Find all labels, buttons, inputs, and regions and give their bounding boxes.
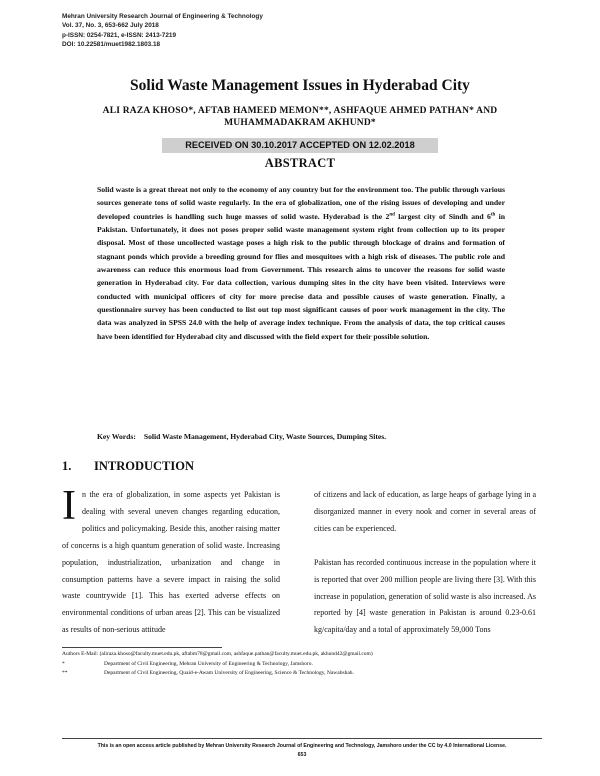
received-accepted-banner: RECEIVED ON 30.10.2017 ACCEPTED ON 12.02.2018 bbox=[162, 138, 438, 153]
abstract-body bbox=[97, 183, 505, 343]
affiliation-1-mark: * bbox=[62, 660, 65, 667]
license-text: This is an open access article published by Mehran University Research Journal of Engineering and Technology, Jamshoro under the CC by 4.0 International License. bbox=[97, 743, 507, 749]
footer-divider bbox=[62, 738, 542, 739]
author-emails: Authors E-Mail: (aliraza.khoso@faculty.muet.edu.pk, aftabm78@gmail.com, ashfaque.pathan@faculty.muet.edu.pk, akhund42@gmail.com) bbox=[62, 651, 373, 657]
paper-title: Solid Waste Management Issues in Hyderabad City bbox=[130, 77, 470, 94]
affiliation-2-mark: ** bbox=[62, 670, 68, 677]
footnote-divider bbox=[62, 647, 222, 648]
keywords-label: Key Words: bbox=[97, 432, 136, 441]
abstract-text-2: largest city of Sindh and 6 bbox=[394, 211, 491, 221]
abstract-text-1: Solid waste is a great threat not only to the economy of any country but for the environment too. The public through various sources generate tons of solid waste regularly. In the era of globalization, one of the rising issues of developing and under developed countries is handling such huge masses of solid waste. Hyderabad is the 2 bbox=[97, 185, 505, 221]
section-title: INTRODUCTION bbox=[94, 459, 195, 473]
journal-issn: p-ISSN: 0254-7821, e-ISSN: 2413-7219 bbox=[62, 31, 177, 39]
abstract-sup-1: nd bbox=[389, 212, 395, 218]
page-footer bbox=[62, 742, 542, 759]
footnotes bbox=[62, 650, 542, 679]
intro-left-text: n the era of globalization, in some aspects yet Pakistan is dealing with several uneven changes regarding education, politics and policymaking. Beside this, another raising matter of concerns is a high quantum generation of solid waste. Increasing population, industrialization, urbanization and change in consumption patterns have a severe impact in raising the solid waste countrywide [1]. This has exerted adverse effects on environmental conditions of urban areas [2]. This can be visualized as results of non-serious attitude bbox=[62, 490, 280, 635]
affiliation-2-text: Department of Civil Engineering, Quaid-e-Awam University of Engineering, Science & Technology, Nawabshah. bbox=[104, 670, 354, 677]
intro-right-column bbox=[314, 487, 536, 639]
journal-volume: Vol. 37, No. 3, 653-662 July 2018 bbox=[62, 22, 159, 30]
journal-name: Mehran University Research Journal of Engineering & Technology bbox=[62, 13, 263, 20]
intro-left-column bbox=[62, 483, 280, 639]
intro-paragraph bbox=[62, 483, 280, 639]
drop-cap: I bbox=[62, 483, 76, 529]
author-list bbox=[90, 105, 510, 129]
page-number: 653 bbox=[297, 751, 307, 758]
affiliation-1 bbox=[62, 660, 542, 670]
section-heading bbox=[62, 459, 194, 474]
keywords bbox=[97, 432, 386, 441]
abstract-text-3: in Pakistan. Unfortunately, it does not poses proper solid waste management system right from collection up to its proper disposal. Most of those uncollected wastage poses a high risk to the public through blockage of drains and formation of stagnant ponds which provide a breeding ground for flies and mosquitoes with a high risk of diseases. The public role and awareness can reduce this enormous load from Government. This research aims to uncover the reasons for solid waste generation in Hyderabad city. For data collection, various dumping sites in the city have been visited. Interviews were conducted with municipal officers of city for more precise data and possible causes of waste generation. Finally, a questionnaire survey has been conducted to list out top most significant causes of poor work management in the city. The data was analyzed in SPSS 24.0 with the help of average index technique. From the analysis of data, the top critical causes have been identified for Hyderabad city and discussed with the field expert for their possible solution. bbox=[97, 211, 505, 341]
journal-doi: DOI: 10.22581/muet1982.1803.18 bbox=[62, 40, 161, 48]
intro-right-paragraph-1: of citizens and lack of education, as large heaps of garbage lying in a disorganized manner in every nook and corner in several areas of cities can be experienced. bbox=[314, 490, 536, 533]
abstract-heading: ABSTRACT bbox=[264, 156, 336, 170]
affiliation-1-text: Department of Civil Engineering, Mehran University of Engineering & Technology, Jamshoro. bbox=[104, 660, 313, 667]
author-line-2: MUHAMMADAKRAM AKHUND* bbox=[224, 118, 376, 128]
abstract-sup-2: th bbox=[490, 212, 496, 218]
keywords-text: Solid Waste Management, Hyderabad City, Waste Sources, Dumping Sites. bbox=[143, 432, 387, 441]
journal-header bbox=[62, 12, 263, 49]
intro-right-paragraph-2: Pakistan has recorded continuous increase in the population where it is reported that over 200 million people are living there [3]. With this increase in population, generation of solid waste is also increased. As reported by [4] waste generation in Pakistan is around 0.23-0.61 kg/capita/day and a total of approximately 59,000 Tons bbox=[314, 557, 536, 635]
author-line-1: ALI RAZA KHOSO*, AFTAB HAMEED MEMON**, ASHFAQUE AHMED PATHAN* AND bbox=[102, 106, 498, 116]
section-number: 1. bbox=[62, 459, 72, 473]
affiliation-2 bbox=[62, 669, 542, 679]
